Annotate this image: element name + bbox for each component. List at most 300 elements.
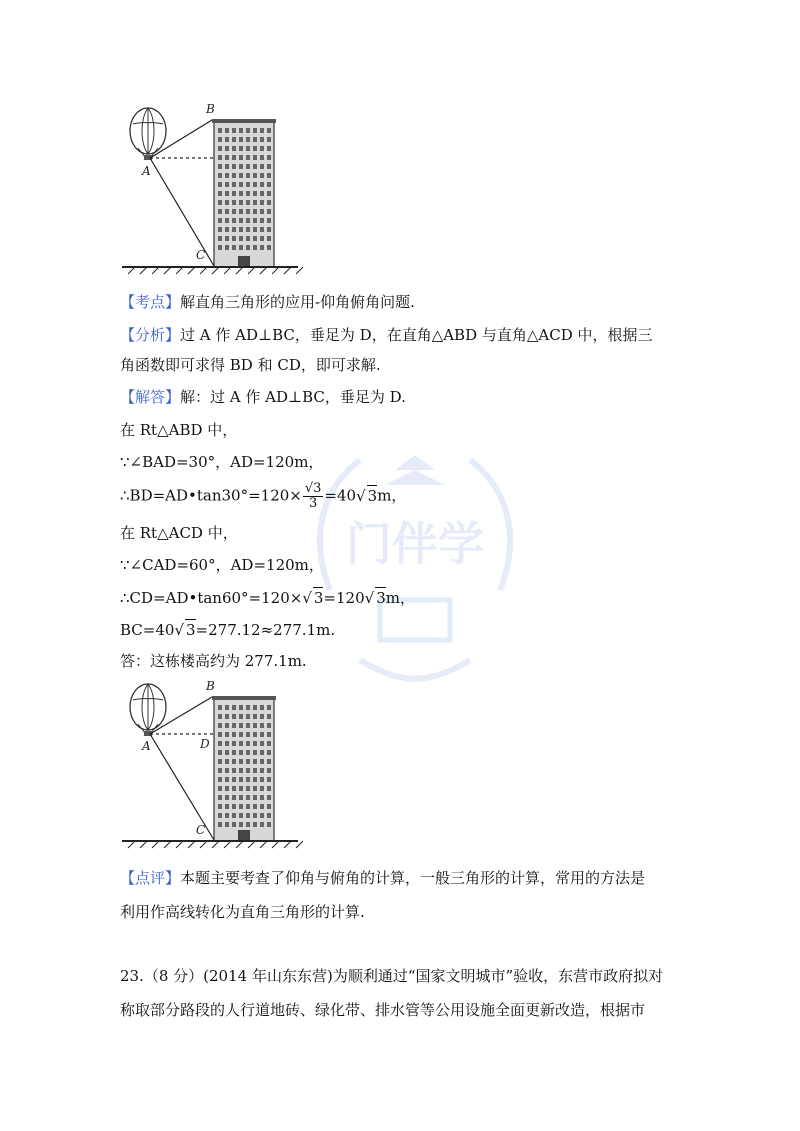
building-window bbox=[225, 750, 229, 755]
ground-hatch bbox=[272, 267, 279, 274]
building-window bbox=[253, 768, 257, 773]
building-window bbox=[246, 759, 250, 764]
building-window bbox=[218, 705, 222, 710]
building-window bbox=[239, 714, 243, 719]
calc-cd-b: =120 bbox=[323, 589, 365, 607]
building-window bbox=[253, 777, 257, 782]
calc-bd-c: m， bbox=[377, 486, 407, 505]
building-window bbox=[260, 218, 264, 223]
building-window bbox=[232, 750, 236, 755]
building-window bbox=[239, 236, 243, 241]
ground-hatch bbox=[224, 267, 231, 274]
jieda-tag: 【解答】 bbox=[120, 388, 181, 406]
building-window bbox=[239, 146, 243, 151]
ground-hatch bbox=[224, 841, 231, 848]
building-window bbox=[218, 128, 222, 133]
building-window bbox=[253, 804, 257, 809]
sqrt-icon: √ bbox=[364, 589, 375, 607]
building-window bbox=[267, 813, 271, 818]
building-window bbox=[260, 182, 264, 187]
bc-a: BC=40 bbox=[120, 621, 175, 639]
building-window bbox=[225, 786, 229, 791]
building-window bbox=[260, 705, 264, 710]
building-window bbox=[253, 191, 257, 196]
watermark-text: 门伴学 bbox=[346, 517, 484, 571]
calc-cd-c: m， bbox=[385, 589, 415, 607]
building-window bbox=[246, 768, 250, 773]
given-1-line: ∵∠BAD=30°，AD=120m， bbox=[120, 453, 324, 471]
building-window bbox=[246, 732, 250, 737]
building-window bbox=[246, 714, 250, 719]
building-window bbox=[260, 209, 264, 214]
building-window bbox=[232, 705, 236, 710]
building-window bbox=[267, 759, 271, 764]
building-window bbox=[225, 218, 229, 223]
ground-hatch bbox=[152, 267, 159, 274]
building-window bbox=[225, 795, 229, 800]
figure-1-drawing bbox=[120, 98, 310, 274]
rt-acd-line: 在 Rt△ACD 中， bbox=[120, 524, 238, 542]
rt-abd-line: 在 Rt△ABD 中， bbox=[120, 421, 238, 439]
building-window bbox=[239, 182, 243, 187]
building-window bbox=[225, 209, 229, 214]
building-window bbox=[253, 209, 257, 214]
building-window bbox=[253, 236, 257, 241]
sqrt-radicand: 3 bbox=[186, 621, 196, 639]
building-window bbox=[232, 137, 236, 142]
building-window bbox=[225, 155, 229, 160]
building-window bbox=[267, 164, 271, 169]
building-window bbox=[225, 236, 229, 241]
building-window bbox=[267, 155, 271, 160]
building-window bbox=[225, 227, 229, 232]
ground-hatch bbox=[188, 841, 195, 848]
building-window bbox=[246, 191, 250, 196]
building-window bbox=[218, 137, 222, 142]
building-window bbox=[246, 822, 250, 827]
building-window bbox=[260, 146, 264, 151]
label-b: B bbox=[206, 679, 215, 693]
building-window bbox=[232, 227, 236, 232]
building-window bbox=[260, 227, 264, 232]
building-window bbox=[218, 723, 222, 728]
building-window bbox=[232, 804, 236, 809]
dianping-tag: 【点评】 bbox=[120, 869, 181, 887]
jieda-intro: 解：过 A 作 AD⊥BC，垂足为 D. bbox=[180, 388, 406, 406]
building-window bbox=[232, 209, 236, 214]
building-window bbox=[218, 786, 222, 791]
label-c: C bbox=[196, 248, 206, 262]
sqrt-icon: √ bbox=[356, 486, 366, 505]
building-window bbox=[232, 245, 236, 250]
building-window bbox=[218, 146, 222, 151]
kaodian-tag: 【考点】 bbox=[120, 293, 181, 311]
building-window bbox=[239, 813, 243, 818]
building-window bbox=[253, 750, 257, 755]
building-window bbox=[225, 191, 229, 196]
building-window bbox=[218, 750, 222, 755]
building-window bbox=[225, 245, 229, 250]
building-window bbox=[225, 714, 229, 719]
building-window bbox=[267, 768, 271, 773]
building-window bbox=[267, 732, 271, 737]
building-window bbox=[239, 732, 243, 737]
building-window bbox=[218, 759, 222, 764]
building-window bbox=[260, 173, 264, 178]
building-window bbox=[232, 732, 236, 737]
building-window bbox=[239, 777, 243, 782]
building-window bbox=[218, 218, 222, 223]
building-window bbox=[246, 209, 250, 214]
fenxi-line-1 bbox=[120, 325, 653, 345]
building-window bbox=[218, 741, 222, 746]
sqrt-icon: √ bbox=[174, 621, 184, 639]
building-window bbox=[218, 209, 222, 214]
building-window bbox=[218, 732, 222, 737]
ground-hatch bbox=[152, 841, 159, 848]
building-window bbox=[225, 182, 229, 187]
building-window bbox=[232, 795, 236, 800]
building-window bbox=[239, 191, 243, 196]
building-window bbox=[239, 705, 243, 710]
building-window bbox=[225, 723, 229, 728]
calc-bd-a: ∴BD=AD•tan30°=120× bbox=[120, 486, 302, 505]
ground-hatch bbox=[236, 841, 243, 848]
building-window bbox=[253, 146, 257, 151]
building-window bbox=[218, 795, 222, 800]
ground-hatch bbox=[164, 841, 171, 848]
building-window bbox=[267, 804, 271, 809]
building-window bbox=[253, 137, 257, 142]
building-window bbox=[267, 173, 271, 178]
building-window bbox=[239, 804, 243, 809]
building-window bbox=[232, 173, 236, 178]
building-window bbox=[260, 795, 264, 800]
fenxi-line-2: 角函数即可求得 BD 和 CD，即可求解. bbox=[120, 356, 381, 374]
building-window bbox=[253, 813, 257, 818]
building-window bbox=[232, 128, 236, 133]
building-window bbox=[225, 732, 229, 737]
building-window bbox=[253, 795, 257, 800]
building-window bbox=[260, 813, 264, 818]
building-window bbox=[260, 741, 264, 746]
jieda-line bbox=[120, 387, 406, 407]
building-window bbox=[225, 164, 229, 169]
building-window bbox=[267, 705, 271, 710]
building-window bbox=[246, 146, 250, 151]
building-window bbox=[232, 191, 236, 196]
building-window bbox=[232, 777, 236, 782]
building-window bbox=[232, 759, 236, 764]
building-window bbox=[239, 768, 243, 773]
ground-hatch bbox=[176, 841, 183, 848]
ground-hatch bbox=[248, 841, 255, 848]
building-window bbox=[267, 227, 271, 232]
building-window bbox=[246, 137, 250, 142]
ground bbox=[122, 267, 303, 274]
building-window bbox=[225, 822, 229, 827]
answer-line: 答：这栋楼高约为 277.1m. bbox=[120, 652, 307, 670]
ground-hatch bbox=[200, 267, 207, 274]
sqrt-radicand: 3 bbox=[367, 486, 378, 505]
ground-hatch bbox=[284, 841, 291, 848]
building-window bbox=[218, 227, 222, 232]
ground-hatch bbox=[200, 841, 207, 848]
label-a: A bbox=[142, 164, 151, 178]
ground-hatch bbox=[128, 841, 135, 848]
building-window bbox=[253, 164, 257, 169]
building-window bbox=[218, 164, 222, 169]
building-window bbox=[260, 804, 264, 809]
building-window bbox=[246, 777, 250, 782]
building-window bbox=[246, 200, 250, 205]
ground-hatch bbox=[272, 841, 279, 848]
building-window bbox=[253, 759, 257, 764]
building-window bbox=[239, 786, 243, 791]
building-window bbox=[253, 182, 257, 187]
label-b: B bbox=[206, 102, 215, 116]
building-window bbox=[239, 200, 243, 205]
ground-hatch bbox=[260, 267, 267, 274]
ground-hatch bbox=[296, 841, 303, 848]
kaodian-text: 解直角三角形的应用-仰角俯角问题. bbox=[180, 293, 415, 311]
building-window bbox=[239, 128, 243, 133]
building-window bbox=[267, 245, 271, 250]
building-window bbox=[239, 155, 243, 160]
building-window bbox=[260, 750, 264, 755]
building-window bbox=[225, 768, 229, 773]
building-window bbox=[246, 128, 250, 133]
building-window bbox=[253, 227, 257, 232]
label-a: A bbox=[142, 739, 151, 753]
building-window bbox=[267, 137, 271, 142]
building-window bbox=[267, 200, 271, 205]
building-window bbox=[260, 732, 264, 737]
building-window bbox=[232, 822, 236, 827]
building-window bbox=[225, 173, 229, 178]
building-window bbox=[253, 732, 257, 737]
building-window bbox=[225, 804, 229, 809]
building-window bbox=[232, 714, 236, 719]
building-window bbox=[218, 155, 222, 160]
ground-hatch bbox=[176, 267, 183, 274]
watermark-logo bbox=[300, 440, 530, 690]
ground-hatch bbox=[164, 267, 171, 274]
building-window bbox=[225, 146, 229, 151]
calc-cd-a: ∴CD=AD•tan60°=120× bbox=[120, 589, 303, 607]
building-window bbox=[239, 164, 243, 169]
balloon-building-figure-2 bbox=[120, 677, 310, 853]
building-window bbox=[218, 182, 222, 187]
building-window bbox=[260, 236, 264, 241]
building-window bbox=[253, 173, 257, 178]
building-window bbox=[246, 227, 250, 232]
building-window bbox=[260, 200, 264, 205]
building-window bbox=[267, 128, 271, 133]
building-window bbox=[246, 750, 250, 755]
building-window bbox=[239, 759, 243, 764]
ground-hatch bbox=[260, 841, 267, 848]
building-window bbox=[246, 236, 250, 241]
building-window bbox=[253, 714, 257, 719]
building-window bbox=[253, 822, 257, 827]
building-window bbox=[218, 768, 222, 773]
building-window bbox=[260, 191, 264, 196]
sqrt-radicand: 3 bbox=[376, 589, 386, 607]
building-window bbox=[246, 741, 250, 746]
building-window bbox=[246, 705, 250, 710]
building-window bbox=[225, 128, 229, 133]
building-window bbox=[246, 218, 250, 223]
building-window bbox=[267, 236, 271, 241]
building-window bbox=[267, 822, 271, 827]
building-window bbox=[218, 173, 222, 178]
building-window bbox=[239, 741, 243, 746]
building-window bbox=[246, 173, 250, 178]
building-window bbox=[225, 137, 229, 142]
building-window bbox=[267, 723, 271, 728]
building-window bbox=[253, 200, 257, 205]
building-window bbox=[239, 227, 243, 232]
figure-2-drawing bbox=[120, 677, 310, 853]
building-window bbox=[246, 182, 250, 187]
building-window bbox=[239, 218, 243, 223]
ground-hatch bbox=[140, 841, 147, 848]
building-window bbox=[239, 245, 243, 250]
fraction-denominator: 3 bbox=[309, 496, 318, 511]
building-window bbox=[253, 245, 257, 250]
given-2-line: ∵∠CAD=60°，AD=120m， bbox=[120, 556, 324, 574]
building-window bbox=[267, 741, 271, 746]
ground-hatch bbox=[128, 267, 135, 274]
ground-hatch bbox=[248, 267, 255, 274]
building-window bbox=[225, 200, 229, 205]
building-window bbox=[218, 236, 222, 241]
building-window bbox=[225, 777, 229, 782]
building-window bbox=[267, 191, 271, 196]
building-window bbox=[232, 146, 236, 151]
building-window bbox=[246, 804, 250, 809]
dianping-text-1: 本题主要考查了仰角与俯角的计算，一般三角形的计算，常用的方法是 bbox=[180, 869, 646, 887]
building-window bbox=[232, 155, 236, 160]
building-window bbox=[267, 795, 271, 800]
ground-hatch bbox=[284, 267, 291, 274]
fraction-numerator: √3 bbox=[304, 481, 322, 496]
ground-hatch bbox=[188, 267, 195, 274]
building-window bbox=[267, 182, 271, 187]
building-window bbox=[232, 786, 236, 791]
ground-hatch bbox=[296, 267, 303, 274]
building-window bbox=[225, 741, 229, 746]
kaodian-line bbox=[120, 292, 415, 312]
building-window bbox=[225, 759, 229, 764]
building-window bbox=[239, 750, 243, 755]
building-window bbox=[260, 723, 264, 728]
label-c: C bbox=[196, 823, 206, 837]
dianping-line-1 bbox=[120, 868, 645, 888]
ground-hatch bbox=[212, 841, 219, 848]
label-d: D bbox=[200, 737, 210, 751]
building-window bbox=[232, 741, 236, 746]
building-window bbox=[260, 777, 264, 782]
building-window bbox=[267, 209, 271, 214]
building-window bbox=[246, 164, 250, 169]
building-window bbox=[218, 813, 222, 818]
building-window bbox=[218, 777, 222, 782]
building-window bbox=[260, 137, 264, 142]
building-window bbox=[260, 155, 264, 160]
building-window bbox=[246, 723, 250, 728]
building-window bbox=[246, 813, 250, 818]
building-window bbox=[225, 813, 229, 818]
building-window bbox=[253, 218, 257, 223]
building bbox=[212, 696, 276, 841]
q23-line-1: 23.（8 分）(2014 年山东东营)为顺利通过“国家文明城市”验收，东营市政府拟对 bbox=[120, 967, 664, 985]
ground-hatch bbox=[236, 267, 243, 274]
building-window bbox=[239, 137, 243, 142]
fenxi-tag: 【分析】 bbox=[120, 326, 181, 344]
building-window bbox=[218, 714, 222, 719]
building-window bbox=[218, 804, 222, 809]
building-window bbox=[246, 786, 250, 791]
building-window bbox=[267, 146, 271, 151]
building-window bbox=[239, 795, 243, 800]
building-window bbox=[232, 182, 236, 187]
building-window bbox=[218, 200, 222, 205]
building-window bbox=[267, 777, 271, 782]
building-window bbox=[225, 705, 229, 710]
fenxi-text-1: 过 A 作 AD⊥BC，垂足为 D，在直角△ABD 与直角△ACD 中，根据三 bbox=[180, 326, 653, 344]
q23-line-2: 称取部分路段的人行道地砖、绿化带、排水管等公用设施全面更新改造，根据市 bbox=[120, 1001, 646, 1019]
building-window bbox=[239, 173, 243, 178]
dianping-line-2: 利用作高线转化为直角三角形的计算. bbox=[120, 903, 365, 921]
building-window bbox=[218, 822, 222, 827]
building-window bbox=[232, 164, 236, 169]
sqrt-radicand: 3 bbox=[313, 589, 324, 607]
calc-bd-b: =40 bbox=[324, 486, 357, 505]
building-window bbox=[253, 741, 257, 746]
building-window bbox=[232, 236, 236, 241]
building-window bbox=[260, 759, 264, 764]
building-window bbox=[260, 245, 264, 250]
building-window bbox=[218, 191, 222, 196]
building-window bbox=[239, 822, 243, 827]
building-window bbox=[267, 714, 271, 719]
building-window bbox=[253, 723, 257, 728]
building-window bbox=[246, 155, 250, 160]
building bbox=[212, 119, 276, 267]
building-window bbox=[260, 822, 264, 827]
ground-hatch bbox=[212, 267, 219, 274]
building-window bbox=[232, 768, 236, 773]
building-window bbox=[246, 795, 250, 800]
building-window bbox=[260, 714, 264, 719]
ground bbox=[122, 841, 303, 848]
building-window bbox=[239, 723, 243, 728]
building-window bbox=[260, 786, 264, 791]
ground-hatch bbox=[140, 267, 147, 274]
building-window bbox=[232, 200, 236, 205]
building-window bbox=[253, 128, 257, 133]
building-window bbox=[267, 218, 271, 223]
building-window bbox=[253, 705, 257, 710]
building-window bbox=[239, 209, 243, 214]
building-window bbox=[232, 723, 236, 728]
building-window bbox=[246, 245, 250, 250]
building-window bbox=[253, 155, 257, 160]
building-window bbox=[260, 128, 264, 133]
balloon-building-figure-1 bbox=[120, 98, 310, 274]
